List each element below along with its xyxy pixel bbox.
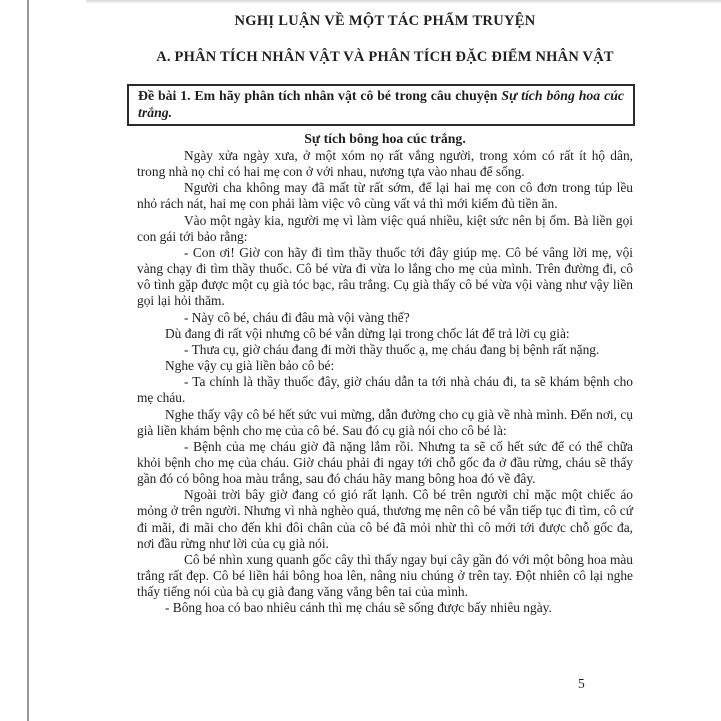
section-heading: A. PHÂN TÍCH NHÂN VẬT VÀ PHÂN TÍCH ĐẶC ĐIỂM NHÂN VẬT: [156, 49, 614, 65]
scan-left-edge: [27, 0, 29, 721]
story-paragraphs: [137, 148, 633, 617]
story-paragraph: Vào một ngày kia, người mẹ vì làm việc quá nhiều, kiệt sức nên bị ốm. Bà liền gọi con gái tới bảo rằng:: [137, 212, 633, 244]
story-paragraph: - Bông hoa có bao nhiêu cánh thì mẹ cháu sẽ sống được bấy nhiêu ngày.: [165, 600, 552, 616]
page-content: [137, 13, 633, 617]
page-number: 5: [578, 676, 585, 691]
assignment-story-title: Sự tích bông hoa cúc trắng.: [138, 88, 624, 120]
assignment-box: [127, 84, 635, 126]
scan-top-edge: [86, 0, 721, 3]
story-paragraph: Dù đang đi rất vội nhưng cô bé vẫn dừng lại trong chốc lát để trả lời cụ già:: [165, 325, 570, 341]
document-title: NGHỊ LUẬN VỀ MỘT TÁC PHẨM TRUYỆN: [234, 13, 536, 29]
story-paragraph: Cô bé nhìn xung quanh gốc cây thì thấy ngay bụi cây gần đó với một bông hoa màu trắng rất đẹp. Cô bé liền hái bông hoa lên, nâng niu chúng ở trên tay. Đột nhiên cô lại nghe thấy tiếng nói của bà cụ già đang văng vẳng bên tai của mình.: [137, 551, 633, 600]
story-paragraph: - Bệnh của mẹ cháu giờ đã nặng lắm rồi. Nhưng ta sẽ cố hết sức để có thể chữa khỏi bệnh cho mẹ của cháu. Giờ cháu phải đi ngay tới chỗ gốc đa ở đầu rừng, cháu sẽ thấy gần đó có bông hoa màu trắng, sau đó cháu hãy mang bông hoa đó về đây.: [137, 438, 633, 487]
story-title: Sự tích bông hoa cúc trắng.: [304, 131, 466, 146]
story-paragraph: Ngoài trời bây giờ đang có gió rất lạnh. Cô bé trên người chỉ mặc một chiếc áo mỏng ở trên người. Nhưng vì nhà nghèo quá, thương mẹ nên cô bé vẫn tiếp tục đi tìm, cô cứ đi mãi, đi mãi cho đến khi đôi chân của cô bé đã mỏi nhừ thì cô mới tới được chỗ gốc đa, nơi đầu rừng như lời của cụ già nói.: [137, 487, 633, 551]
story-paragraph: Nghe thấy vậy cô bé hết sức vui mừng, dẫn đường cho cụ già về nhà mình. Đến nơi, cụ già liền khám bệnh cho mẹ của cô bé. Sau đó cụ già nói cho cô bé là:: [137, 406, 633, 438]
story-paragraph: - Ta chính là thầy thuốc đây, giờ cháu dẫn ta tới nhà cháu đi, ta sẽ khám bệnh cho mẹ cháu.: [137, 374, 633, 406]
story-paragraph: - Này cô bé, cháu đi đâu mà vội vàng thế?: [184, 309, 410, 325]
story-paragraph: - Con ơi! Giờ con hãy đi tìm thầy thuốc tới đây giúp mẹ. Cô bé vâng lời mẹ, vội vàng chạy đi tìm thầy thuốc. Cô bé vừa đi vừa lo lắng cho mẹ của mình. Trên đường đi, cô vô tình gặp được một cụ già tóc bạc, râu trắng. Cụ già thấy cô bé vừa vội vàng như vậy liền gọi lại hỏi thăm.: [137, 244, 633, 309]
story-paragraph: Người cha không may đã mất từ rất sớm, để lại hai mẹ con cô đơn trong túp lều nhỏ rách nát, hai mẹ con phải làm việc vô cùng vất vả thì mới kiếm đủ tiền ăn.: [137, 180, 633, 212]
story-paragraph: - Thưa cụ, giờ cháu đang đi mời thầy thuốc ạ, mẹ cháu đang bị bệnh rất nặng.: [184, 341, 600, 357]
story-paragraph: Ngày xửa ngày xưa, ở một xóm nọ rất vắng người, trong xóm có rất ít hộ dân, trong nhà nọ chỉ có hai mẹ con ở với nhau, nương tựa vào nhau để sống.: [137, 148, 633, 180]
assignment-text: Đề bài 1. Em hãy phân tích nhân vật cô bé trong câu chuyện: [138, 88, 502, 103]
story-paragraph: Nghe vậy cụ già liền bảo cô bé:: [165, 358, 335, 374]
